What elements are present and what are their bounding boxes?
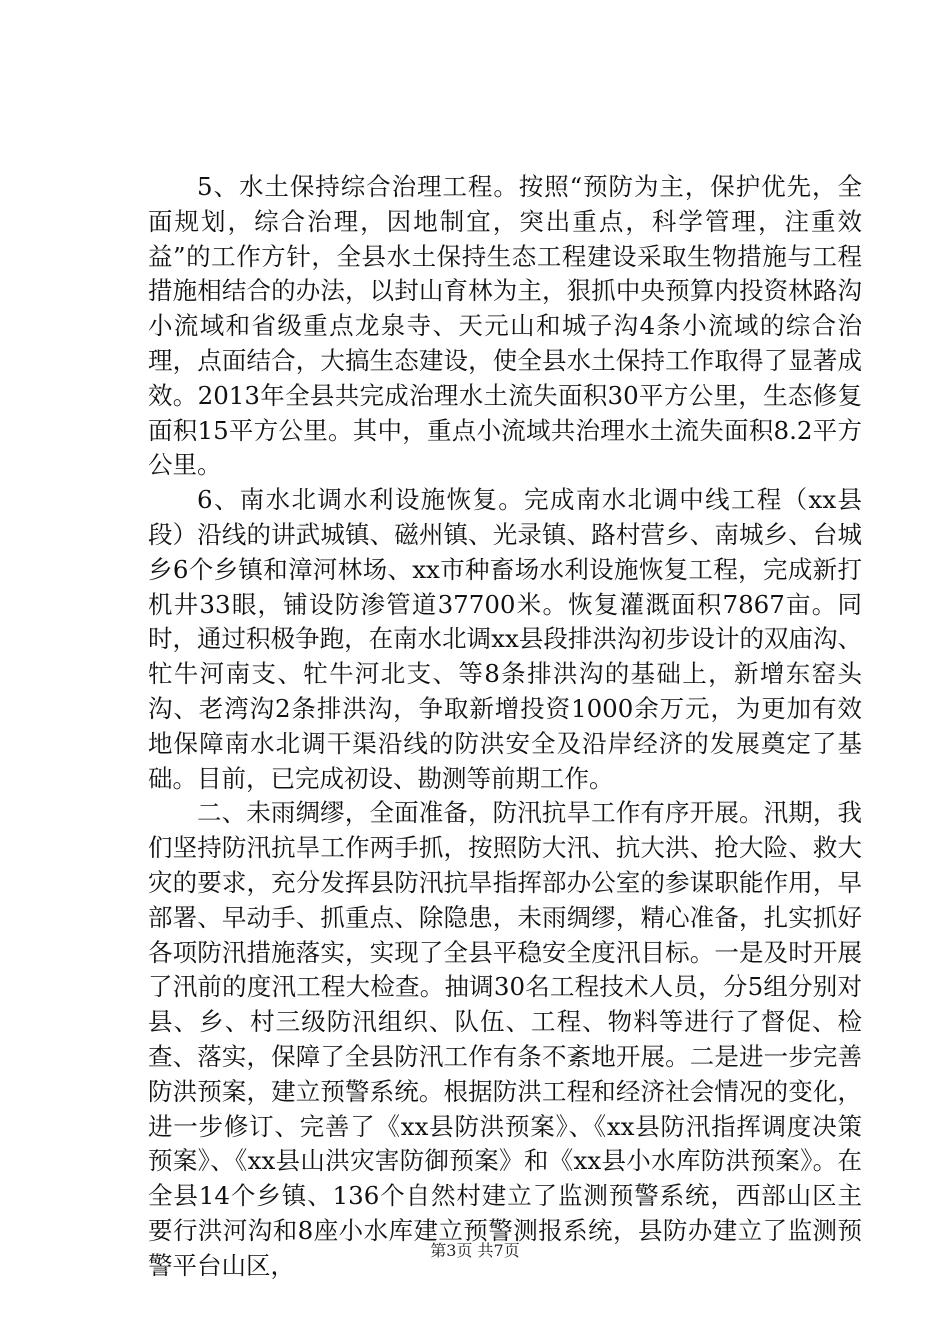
paragraph-soil-water-conservation: 5、水土保持综合治理工程。按照“预防为主，保护优先，全面规划，综合治理，因地制宜，突出重点，科学管理，注重效益”的工作方针，全县水土保持生态工程建设采取生物措施与工程措施相结合的办法，以封山育林为主，狠抓中央预算内投资林路沟小流域和省级重点龙泉寺、天元山和城子沟4条小流域的综合治理，点面结合，大搞生态建设，使全县水土保持工作取得了显著成效。2013年全县共完成治理水土流失面积30平方公里，生态修复面积15平方公里。其中，重点小流域共治理水土流失面积8.2平方公里。 — [148, 172, 862, 480]
document-body — [148, 170, 862, 1284]
page-number-footer: 第3页 共7页 — [430, 1241, 520, 1260]
paragraph-flood-drought-prevention: 二、未雨绸缪，全面准备，防汛抗旱工作有序开展。汛期，我们坚持防汛抗旱工作两手抓，按照防大汛、抗大洪、抢大险、救大灾的要求，充分发挥县防汛抗旱指挥部办公室的参谋职能作用，早部署、早动手、抓重点、除隐患，未雨绸缪，精心准备，扎实抓好各项防汛措施落实，实现了全县平稳安全度汛目标。一是及时开展了汛前的度汛工程大检查。抽调30名工程技术人员，分5组分别对县、乡、村三级防汛组织、队伍、工程、物料等进行了督促、检查、落实，保障了全县防汛工作有条不紊地开展。二是进一步完善防洪预案，建立预警系统。根据防洪工程和经济社会情况的变化，进一步修订、完善了《xx县防洪预案》、《xx县防汛指挥调度决策预案》、《xx县山洪灾害防御预案》和《xx县小水库防洪预案》。在全县14个乡镇、136个自然村建立了监测预警系统，西部山区主要行洪河沟和8座小水库建立预警测报系统，县防办建立了监测预警平台山区， — [148, 798, 862, 1280]
paragraph-south-north-water-diversion: 6、南水北调水利设施恢复。完成南水北调中线工程（xx县段）沿线的讲武城镇、磁州镇、光录镇、路村营乡、南城乡、台城乡6个乡镇和漳河林场、xx市种畜场水利设施恢复工程，完成新打机井33眼，铺设防渗管道37700米。恢复灌溉面积7867亩。同时，通过积极争跑，在南水北调xx县段排洪沟初步设计的双庙沟、牤牛河南支、牤牛河北支、等8条排洪沟的基础上，新增东窑头沟、老湾沟2条排洪沟，争取新增投资1000余万元，为更加有效地保障南水北调干渠沿线的防洪安全及沿岸经济的发展奠定了基础。目前，已完成初设、勘测等前期工作。 — [148, 485, 862, 793]
